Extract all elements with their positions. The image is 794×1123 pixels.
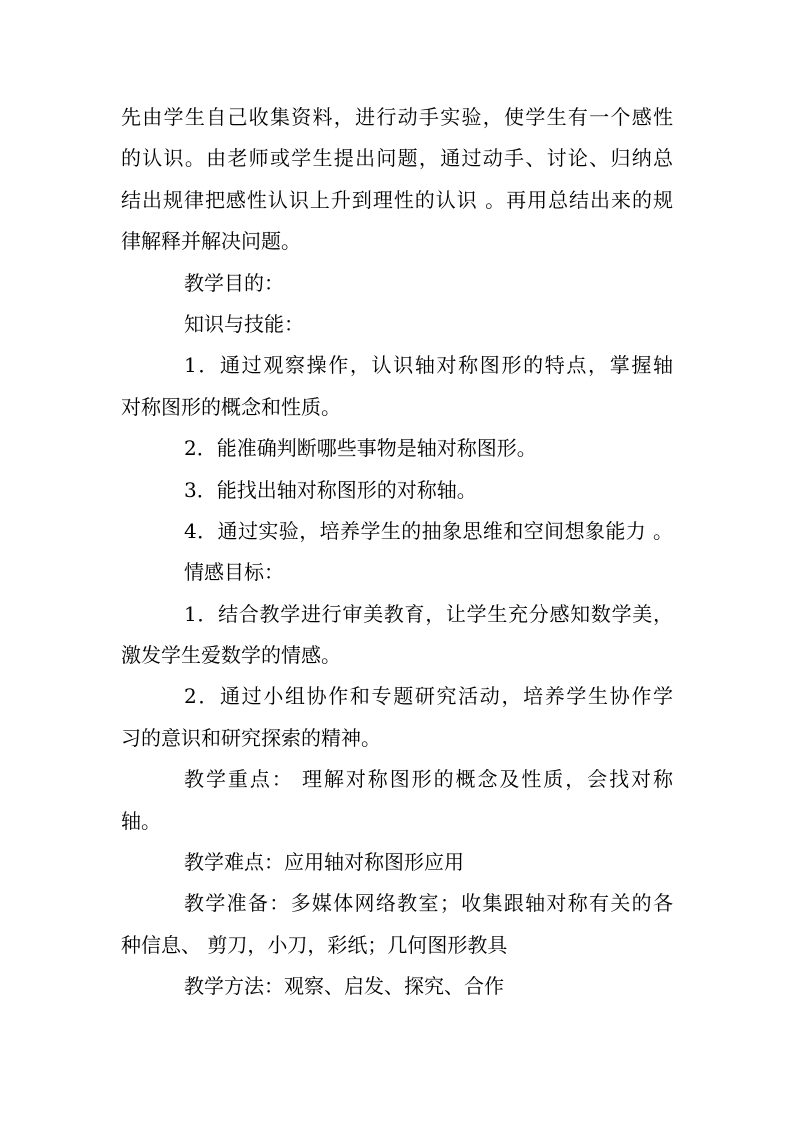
text-line: 教学重点： 理解对称图形的概念及性质，会找对称 [184, 767, 673, 792]
text-line: 1．结合教学进行审美教育，让学生充分感知数学美， [184, 601, 673, 626]
paragraph-methods [121, 966, 673, 1007]
section-heading: 情感目标： [184, 560, 284, 585]
paragraph-knowledge-1 [121, 345, 673, 428]
paragraph-knowledge-heading [121, 304, 673, 345]
paragraph-preparation [121, 883, 673, 966]
text-line: 对称图形的概念和性质。 [121, 394, 341, 419]
paragraph-key-points [121, 759, 673, 842]
text-line: 激发学生爱数学的情感。 [121, 643, 341, 668]
text-line: 种信息、 剪刀，小刀，彩纸；几何图形教具 [121, 932, 508, 957]
paragraph-knowledge-4 [121, 511, 673, 552]
section-heading: 教学目的： [184, 270, 284, 295]
text-line: 轴。 [121, 808, 161, 833]
text-line: 2．能准确判断哪些事物是轴对称图形。 [184, 436, 537, 461]
paragraph-emotion-2 [121, 676, 673, 759]
text-line: 教学方法：观察、启发、探究、合作 [184, 974, 504, 999]
text-line: 2．通过小组协作和专题研究活动，培养学生协作学 [184, 684, 673, 709]
text-line: 3．能找出轴对称图形的对称轴。 [184, 477, 477, 502]
section-heading: 知识与技能： [184, 311, 304, 336]
text-line: 教学准备：多媒体网络教室；收集跟轴对称有关的各 [184, 891, 673, 916]
paragraph-difficulty [121, 842, 673, 883]
text-line: 律解释并解决问题。 [121, 229, 301, 254]
text-line: 1．通过观察操作，认识轴对称图形的特点，掌握轴 [184, 353, 673, 378]
text-line: 习的意识和研究探索的精神。 [121, 725, 381, 750]
paragraph-emotion-heading [121, 552, 673, 593]
text-line: 先由学生自己收集资料，进行动手实验，使学生有一个感性 [121, 105, 673, 129]
document-body [121, 97, 673, 1008]
text-line: 的认识。由老师或学生提出问题，通过动手、讨论、归纳总 [121, 146, 673, 171]
text-line: 结出规律把感性认识上升到理性的认识 。再用总结出来的规 [121, 187, 673, 212]
paragraph-intro [121, 97, 673, 263]
paragraph-knowledge-2 [121, 428, 673, 469]
text-line: 教学难点：应用轴对称图形应用 [184, 850, 464, 875]
paragraph-emotion-1 [121, 594, 673, 677]
text-line: 4．通过实验，培养学生的抽象思维和空间想象能力 。 [184, 518, 673, 543]
paragraph-knowledge-3 [121, 470, 673, 511]
paragraph-goal-heading [121, 263, 673, 304]
